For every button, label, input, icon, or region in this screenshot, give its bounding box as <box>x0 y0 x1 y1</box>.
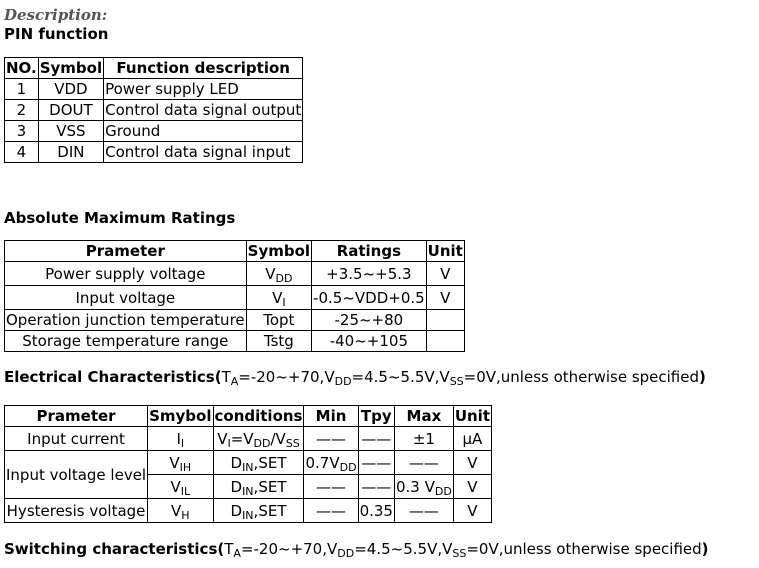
table-row <box>5 331 465 352</box>
pin-symbol: VDD <box>38 79 103 100</box>
table-row <box>5 100 303 121</box>
cond-sub: DD <box>253 436 271 450</box>
max-cell <box>394 475 453 499</box>
pin-description: Power supply LED <box>104 79 303 100</box>
table-row <box>5 79 303 100</box>
switching-characteristics-heading <box>4 540 709 558</box>
pin-symbol: VSS <box>38 121 103 142</box>
min-cell <box>304 451 358 475</box>
col-header-no: NO. <box>6 59 37 77</box>
pin-no: 1 <box>5 79 39 100</box>
pin-function-heading: PIN function <box>4 25 109 43</box>
unit-cell: V <box>453 499 491 523</box>
electrical-characteristics-table <box>4 405 492 523</box>
absolute-maximum-ratings-heading: Absolute Maximum Ratings <box>4 209 236 227</box>
heading-close-paren: ) <box>699 368 706 386</box>
col-header-parameter: Prameter <box>5 241 247 262</box>
cond-text: =-20~+70,V <box>240 540 338 558</box>
max-cell: ±1 <box>394 427 453 451</box>
col-header-typ: Tpy <box>358 406 394 427</box>
symbol-main: V <box>169 453 180 472</box>
cond-sub: DD <box>334 375 352 388</box>
table-row <box>5 499 492 523</box>
cond-text: /V <box>270 429 286 448</box>
table-row <box>5 427 492 451</box>
max-subscript: DD <box>434 484 452 498</box>
symbol-main: I <box>176 429 181 448</box>
pin-description: Control data signal output <box>105 101 302 119</box>
cond-sub: SS <box>449 375 464 388</box>
rating-cell: -0.5~VDD+0.5 <box>312 286 427 310</box>
parameter-cell: Input voltage level <box>5 451 148 499</box>
table-row <box>5 142 303 163</box>
typ-cell: 0.35 <box>358 499 394 523</box>
symbol-subscript: I <box>180 436 185 450</box>
unit-cell <box>426 310 464 331</box>
symbol-main: V <box>272 288 283 307</box>
description-title: Description: <box>4 6 108 24</box>
max-cell: —— <box>394 499 453 523</box>
cond-sub: A <box>233 547 241 560</box>
max-cell: —— <box>394 451 453 475</box>
min-value: 0.7V <box>305 453 340 472</box>
heading-conditions <box>224 540 701 558</box>
min-cell: —— <box>304 427 358 451</box>
conditions-cell <box>213 427 304 451</box>
symbol-cell <box>148 475 213 499</box>
pin-description: Control data signal input <box>104 142 303 163</box>
cond-sub: IN <box>242 508 254 522</box>
cond-sub: I <box>227 436 231 450</box>
min-cell: —— <box>304 475 358 499</box>
cond-sub: SS <box>452 547 467 560</box>
table-row <box>5 310 465 331</box>
symbol-subscript: H <box>181 508 190 522</box>
pin-no: 2 <box>5 100 39 121</box>
parameter-cell: Power supply voltage <box>5 262 247 286</box>
pin-function-table <box>4 57 303 163</box>
cond-text: =4.5~5.5V,V <box>351 368 450 386</box>
col-header-max: Max <box>394 406 453 427</box>
table-row <box>5 286 465 310</box>
pin-no: 4 <box>5 142 39 163</box>
col-header-parameter: Prameter <box>5 406 148 427</box>
parameter-cell: Input current <box>5 427 148 451</box>
col-header-unit: Unit <box>454 407 490 425</box>
cond-text: =0V,unless otherwise specified <box>466 540 702 558</box>
unit-cell: V <box>426 286 464 310</box>
col-header-symbol: Symbol <box>39 59 103 77</box>
cond-text: ,SET <box>253 501 287 520</box>
absolute-maximum-ratings-table <box>4 240 465 352</box>
cond-text: D <box>230 453 243 472</box>
parameter-cell: Hysteresis voltage <box>5 499 148 523</box>
symbol-main: V <box>170 477 181 496</box>
symbol-subscript: IH <box>179 460 192 474</box>
unit-cell: V <box>426 262 464 286</box>
cond-text: =4.5~5.5V,V <box>354 540 453 558</box>
pin-no: 3 <box>5 121 39 142</box>
table-row <box>5 451 492 475</box>
cond-text: =0V,unless otherwise specified <box>463 368 699 386</box>
symbol-subscript: I <box>282 295 286 309</box>
cond-sub: DD <box>337 547 355 560</box>
col-header-min: Min <box>304 406 358 427</box>
rating-cell: +3.5~+5.3 <box>312 262 427 286</box>
symbol-main: V <box>265 264 276 283</box>
pin-symbol: DOUT <box>38 100 103 121</box>
typ-cell: —— <box>358 427 394 451</box>
parameter-cell: Operation junction temperature <box>6 311 245 329</box>
heading-bold-text: Switching characteristics( <box>4 540 225 558</box>
parameter-cell: Storage temperature range <box>5 331 247 352</box>
symbol-cell <box>246 262 311 286</box>
typ-cell: —— <box>358 475 394 499</box>
conditions-cell <box>213 475 304 499</box>
symbol-subscript: IL <box>180 484 191 498</box>
symbol-cell: Topt <box>246 310 311 331</box>
table-header-row <box>5 241 465 262</box>
heading-conditions <box>222 368 699 386</box>
rating-cell: -25~+80 <box>312 310 427 331</box>
cond-text: D <box>230 477 243 496</box>
pin-description: Ground <box>104 121 303 142</box>
symbol-subscript: DD <box>275 271 293 285</box>
max-value: 0.3 V <box>395 477 435 496</box>
symbol-cell <box>148 427 213 451</box>
col-header-unit: Unit <box>427 242 463 260</box>
symbol-cell <box>148 451 213 475</box>
cond-sub: IN <box>242 484 254 498</box>
heading-bold-text: Electrical Characteristics( <box>4 368 222 386</box>
symbol-cell: Tstg <box>246 331 311 352</box>
table-row <box>5 121 303 142</box>
col-header-symbol: Smybol <box>149 407 212 425</box>
symbol-main: V <box>171 501 182 520</box>
cond-sub: A <box>230 375 239 388</box>
col-header-conditions: conditions <box>214 407 303 425</box>
unit-cell <box>426 331 464 352</box>
symbol-cell <box>148 499 213 523</box>
symbol-cell <box>246 286 311 310</box>
parameter-cell: Input voltage <box>5 286 247 310</box>
unit-cell: V <box>453 451 491 475</box>
col-header-function-description: Function description <box>104 58 303 79</box>
typ-cell: —— <box>358 451 394 475</box>
col-header-ratings: Ratings <box>312 241 427 262</box>
unit-cell: μA <box>453 427 491 451</box>
min-cell: —— <box>304 499 358 523</box>
col-header-symbol: Symbol <box>247 242 311 260</box>
cond-text: =V <box>230 429 254 448</box>
cond-text: ,SET <box>253 477 287 496</box>
rating-cell: -40~+105 <box>312 331 427 352</box>
cond-sub: IN <box>242 460 254 474</box>
cond-text: D <box>230 501 243 520</box>
cond-text: T <box>224 540 234 558</box>
table-header-row <box>5 58 303 79</box>
cond-text: T <box>221 368 231 386</box>
cond-sub: SS <box>285 436 300 450</box>
conditions-cell <box>213 499 304 523</box>
unit-cell: V <box>453 475 491 499</box>
heading-close-paren: ) <box>701 540 709 558</box>
electrical-characteristics-heading <box>4 368 706 386</box>
pin-symbol: DIN <box>38 142 103 163</box>
cond-text: =-20~+70,V <box>238 368 335 386</box>
table-header-row <box>5 406 492 427</box>
table-row <box>5 262 465 286</box>
cond-text: ,SET <box>253 453 287 472</box>
conditions-cell <box>213 451 304 475</box>
min-subscript: DD <box>339 460 357 474</box>
cond-text: V <box>217 429 228 448</box>
